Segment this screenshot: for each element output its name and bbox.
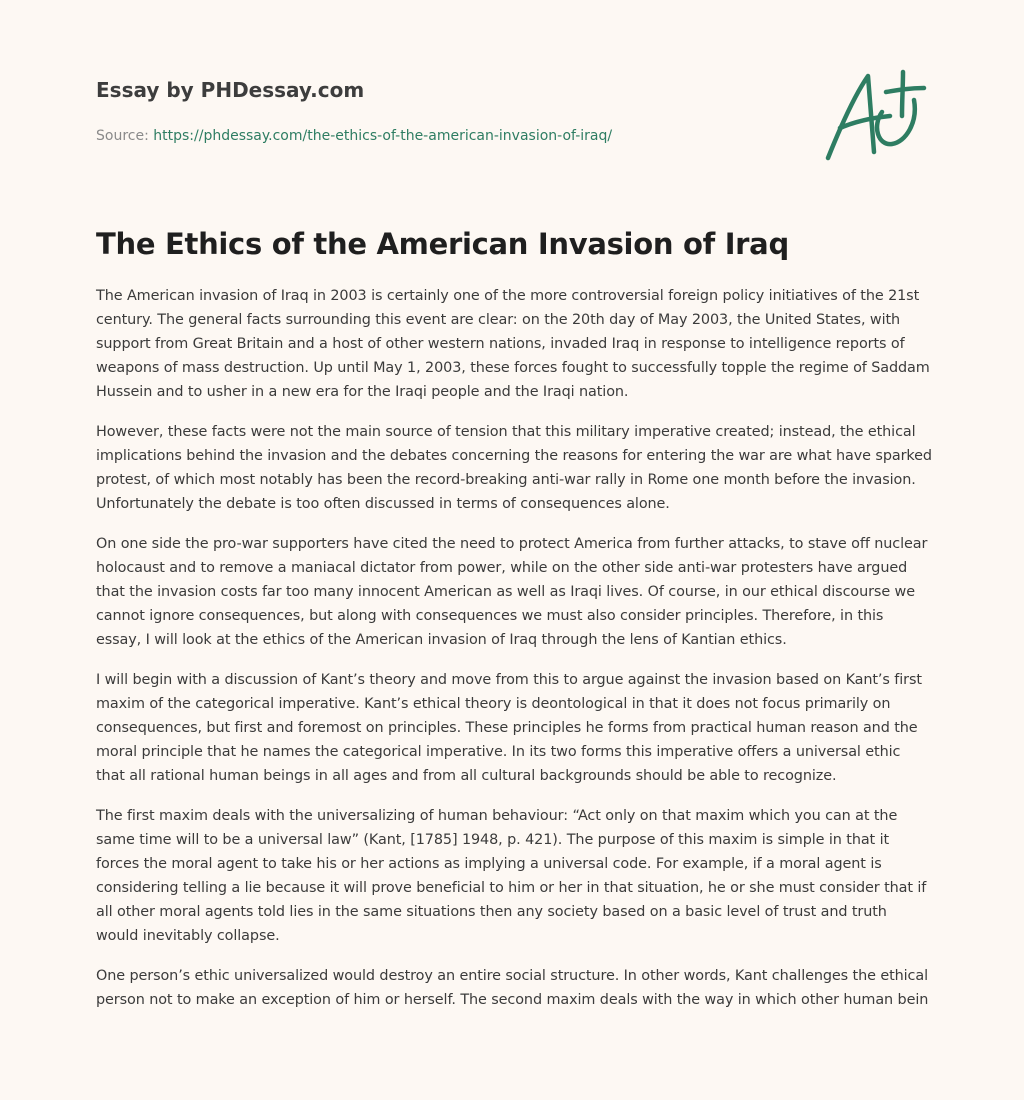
article-body: [96, 284, 932, 1028]
paragraph: On one side the pro-war supporters have cited the need to protect America from further attacks, to stave off nuclear holocaust and to remove a maniacal dictator from power, while on the other side anti-war protesters have argued that the invasion costs far too many innocent American as well as Iraqi lives. Of course, in our ethical discourse we cannot ignore consequences, but along with consequences we must also consider principles. Therefore, in this essay, I will look at the ethics of the American invasion of Iraq through the lens of Kantian ethics.: [96, 536, 928, 648]
paragraph: One person’s ethic universalized would destroy an entire social structure. In other words, Kant challenges the ethical person not to make an exception of him or herself. The second maxim deals with the way in which other human bein: [96, 968, 929, 1008]
site-header: [96, 76, 796, 146]
paragraph: I will begin with a discussion of Kant’s theory and move from this to argue against the invasion based on Kant’s first maxim of the categorical imperative. Kant’s ethical theory is deontological in that it does not focus primarily on consequences, but first and foremost on principles. These principles he forms from practical human reason and the moral principle that he names the categorical imperative. In its two forms this imperative offers a universal ethic that all rational human beings in all ages and from all cultural backgrounds should be able to recognize.: [96, 672, 922, 784]
a-plus-logo-icon: [818, 66, 930, 166]
article-title: The Ethics of the American Invasion of Iraq: [96, 227, 789, 261]
paragraph: The American invasion of Iraq in 2003 is certainly one of the more controversial foreign policy initiatives of the 21st century. The general facts surrounding this event are clear: on the 20th day of May 2003, the United States, with support from Great Britain and a host of other western nations, invaded Iraq in response to intelligence reports of weapons of mass destruction. Up until May 1, 2003, these forces fought to successfully topple the regime of Saddam Hussein and to usher in a new era for the Iraqi people and the Iraqi nation.: [96, 288, 930, 400]
paragraph: However, these facts were not the main source of tension that this military imperative created; instead, the ethical implications behind the invasion and the debates concerning the reasons for entering the war are what have sparked protest, of which most notably has been the record-breaking anti-war rally in Rome one month before the invasion. Unfortunately the debate is too often discussed in terms of consequences alone.: [96, 424, 932, 512]
paragraph: The first maxim deals with the universalizing of human behaviour: “Act only on that maxim which you can at the same time will to be a universal law” (Kant, [1785] 1948, p. 421). The purpose of this maxim is simple in that it forces the moral agent to take his or her actions as implying a universal code. For example, if a moral agent is considering telling a lie because it will prove beneficial to him or her in that situation, he or she must consider that if all other moral agents told lies in the same situations then any society based on a basic level of trust and truth would inevitably collapse.: [96, 808, 927, 944]
source-link[interactable]: https://phdessay.com/the-ethics-of-the-american-invasion-of-iraq/: [153, 128, 613, 144]
source-label: Source:: [96, 128, 154, 144]
source-line: [96, 126, 796, 146]
site-title: Essay by PHDessay.com: [96, 78, 365, 102]
